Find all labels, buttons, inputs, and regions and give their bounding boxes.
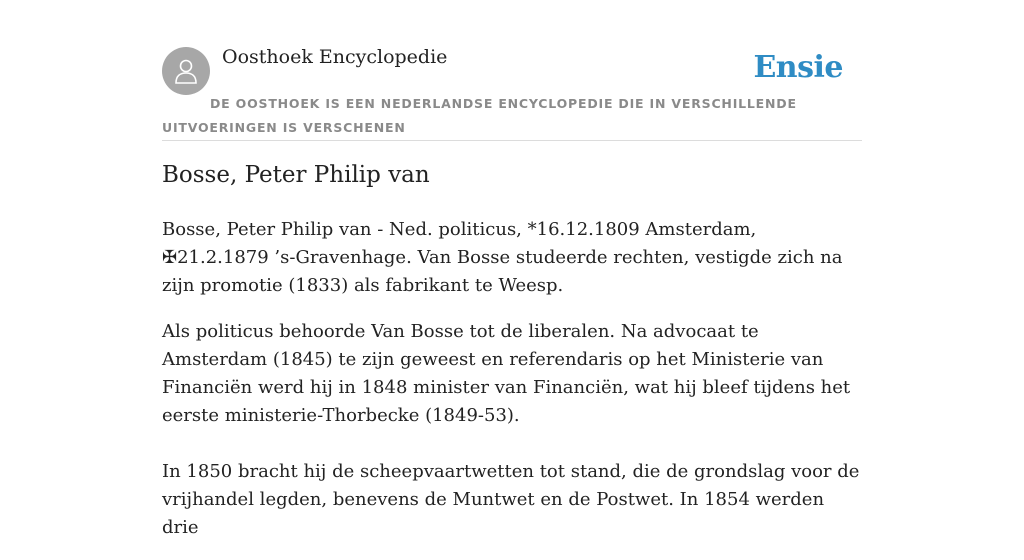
page-title: Bosse, Peter Philip van xyxy=(162,162,430,188)
user-silhouette-icon xyxy=(171,56,201,86)
article-paragraph-3: In 1850 bracht hij de scheepvaartwetten tot stand, die de grondslag voor de vrijhandel legden, benevens de Muntwet en de Postwet. In 1854 werden drie xyxy=(162,461,860,538)
site-name[interactable]: Oosthoek Encyclopedie xyxy=(222,46,448,68)
article-paragraph-2: Als politicus behoorde Van Bosse tot de liberalen. Na advocaat te Amsterdam (1845) te zijn geweest en referendaris op het Ministerie van Financiën werd hij in 1848 minister van Financiën, wat hij bleef tijdens het eerste ministerie-Thorbecke (1849-53). xyxy=(162,321,851,426)
brand-logo-link[interactable]: Ensie xyxy=(753,50,843,85)
site-tagline: DE OOSTHOEK IS EEN NEDERLANDSE ENCYCLOPEDIE DIE IN VERSCHILLENDE UITVOERINGEN IS VERSCHENEN xyxy=(162,96,797,135)
article-body xyxy=(162,216,866,560)
avatar[interactable] xyxy=(162,47,210,95)
site-header xyxy=(162,44,862,141)
article-paragraph-1: Bosse, Peter Philip van - Ned. politicus, *16.12.1809 Amsterdam, ✠21.2.1879 ’s-Gravenhage. Van Bosse studeerde rechten, vestigde zich na zijn promotie (1833) als fabrikant te Weesp. xyxy=(162,219,843,296)
